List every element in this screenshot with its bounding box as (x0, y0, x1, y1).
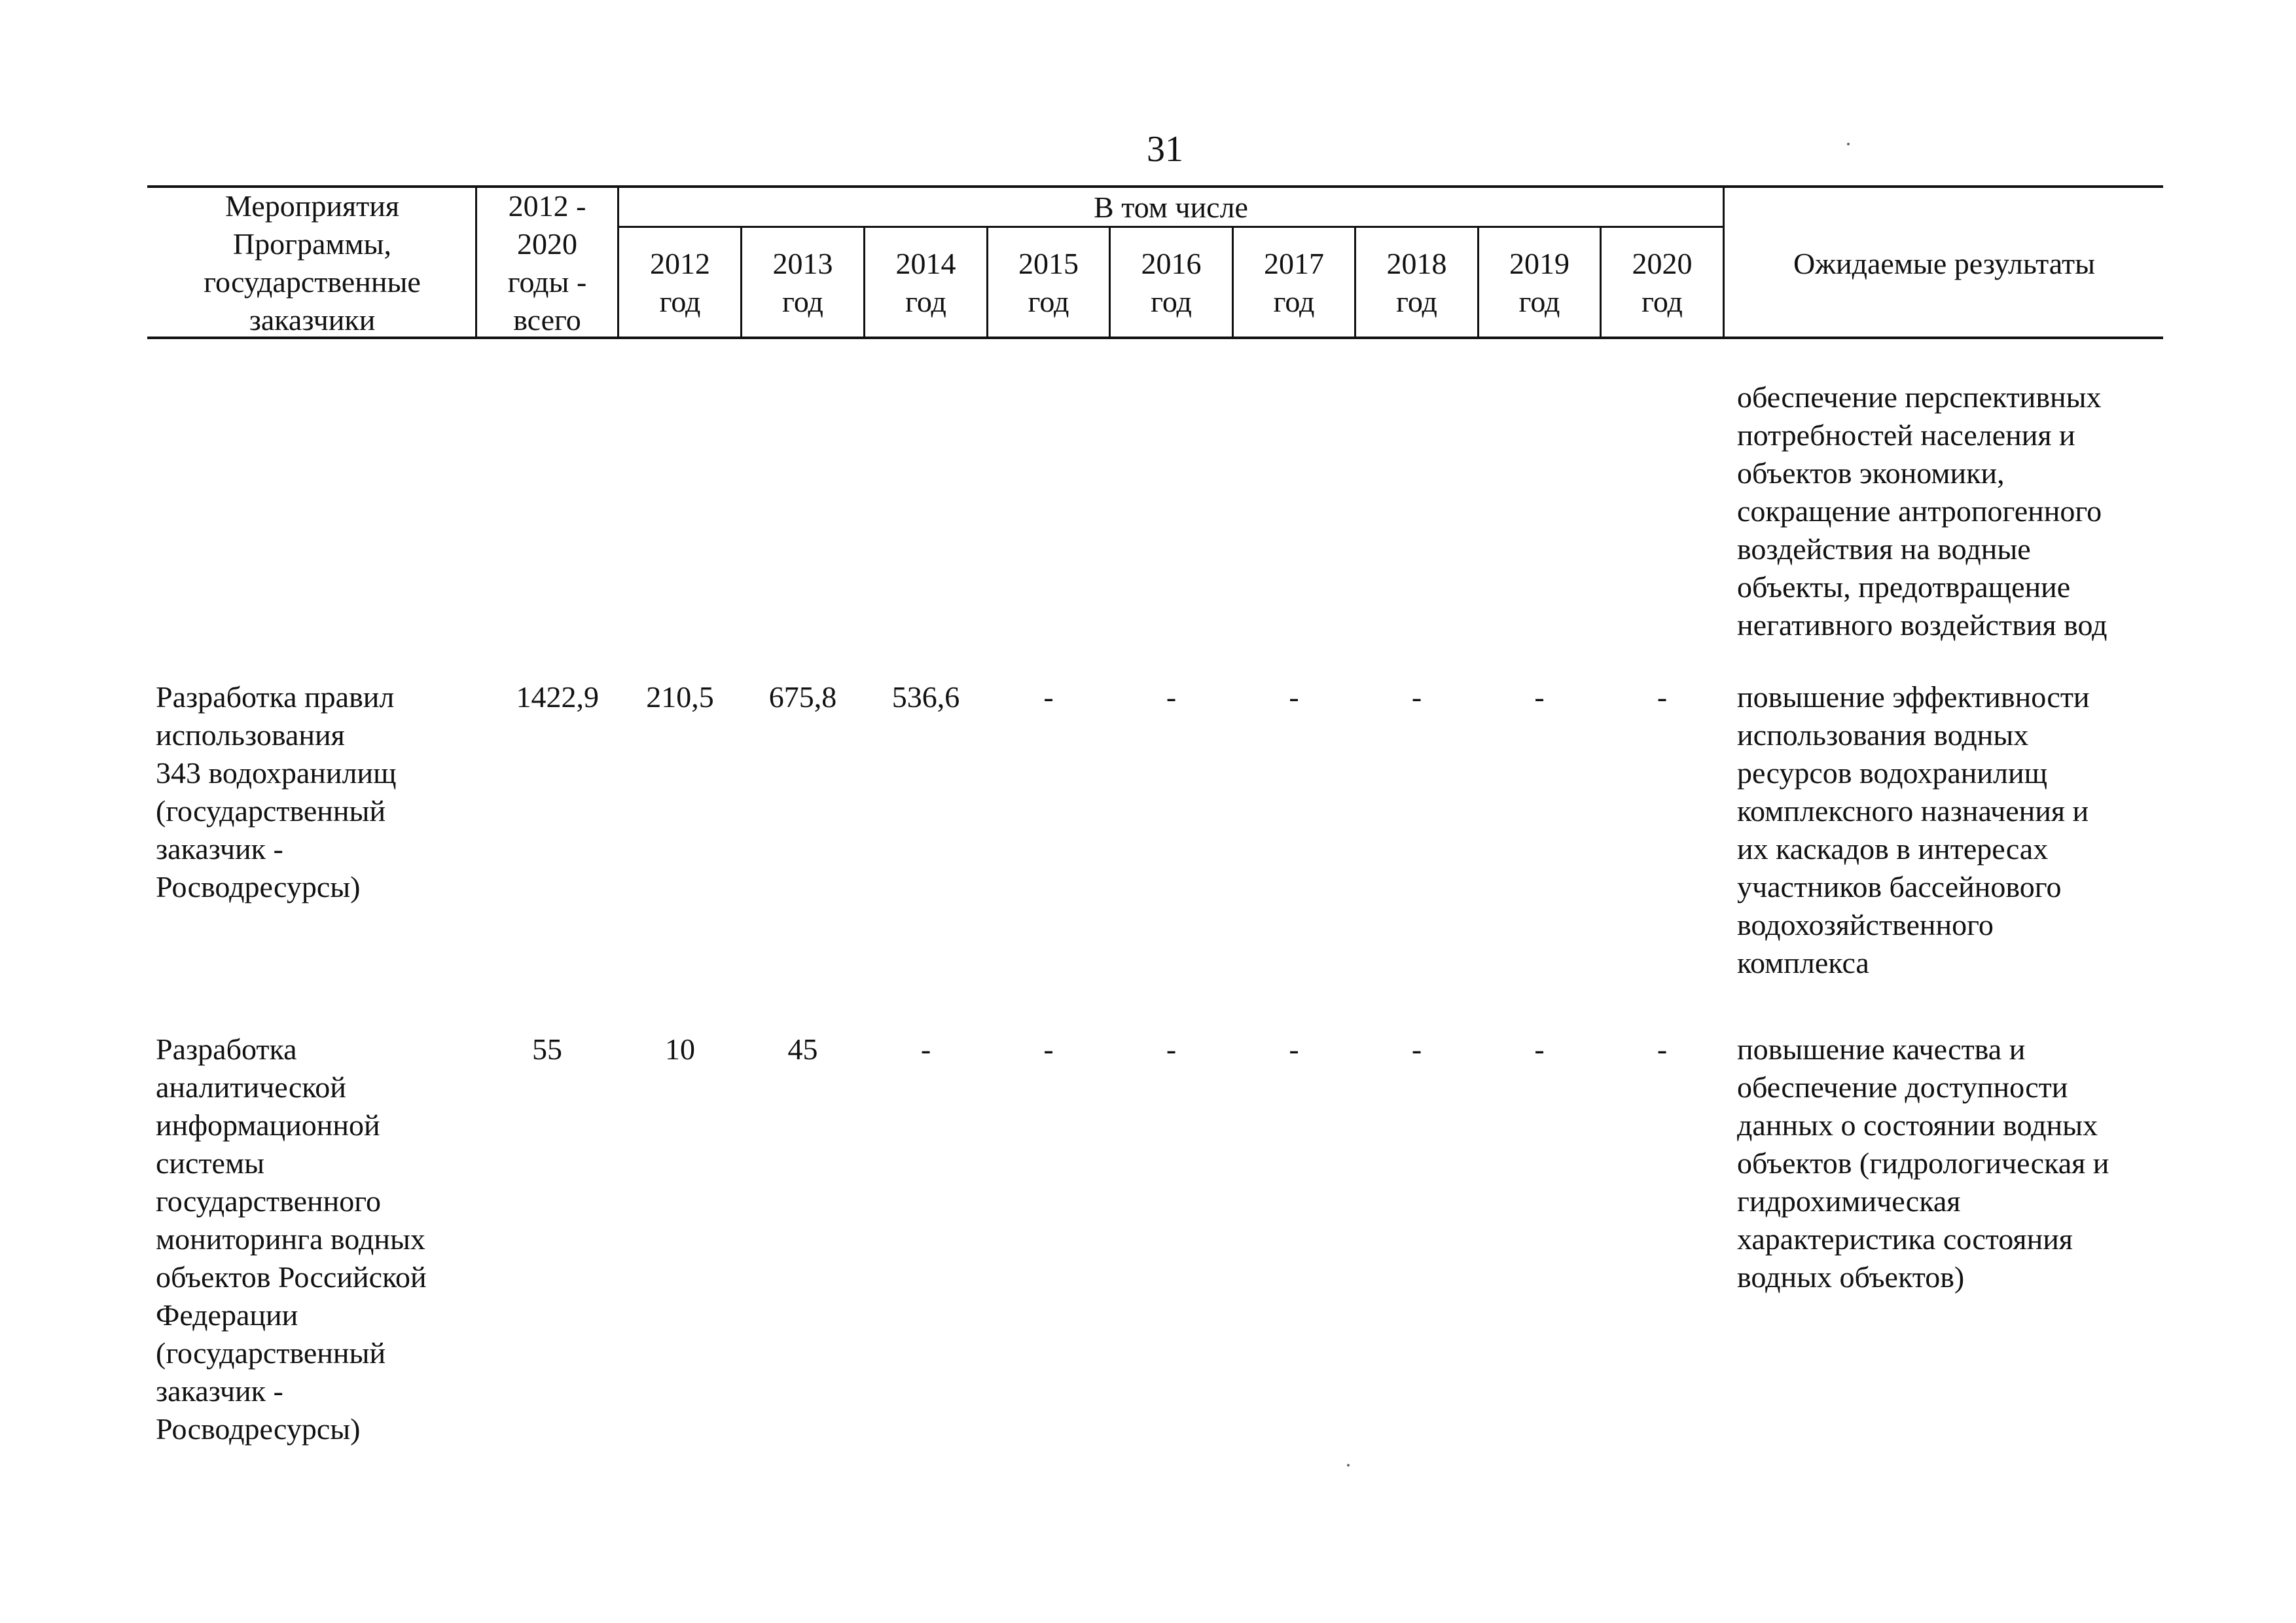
header-year-2014 (865, 245, 986, 321)
result-line: обеспечение доступности (1737, 1070, 2068, 1104)
result-line: данных о состоянии водных (1737, 1108, 2098, 1142)
header-measures-line: заказчики (249, 303, 376, 337)
header-total-line: годы - (507, 265, 587, 299)
scan-speck (1847, 143, 1850, 145)
measure-line: Росводресурсы) (156, 870, 361, 903)
result-line: участников бассейнового (1737, 870, 2062, 903)
result-line: повышение качества и (1737, 1032, 2026, 1066)
measure-line: 343 водохранилищ (156, 756, 397, 790)
header-year-number: 2015 (1018, 247, 1079, 280)
header-year-number: 2017 (1264, 247, 1324, 280)
result-line: негативного воздействия вод (1737, 608, 2108, 642)
measure-line: государственного (156, 1184, 381, 1218)
measure-line: Росводресурсы) (156, 1412, 361, 1446)
row-1-year-2016: - (1166, 680, 1177, 714)
header-year-suffix: год (1028, 285, 1069, 318)
measure-line: (государственный (156, 794, 386, 828)
row-2-year-2020: - (1657, 1032, 1668, 1066)
header-year-2012 (620, 245, 740, 321)
row-1-result (1737, 678, 2182, 982)
result-line: характеристика состояния (1737, 1222, 2073, 1256)
header-year-number: 2013 (772, 247, 833, 280)
header-year-suffix: год (1518, 285, 1560, 318)
row-1-year-2019: - (1534, 680, 1545, 714)
result-line: объектов (гидрологическая и (1737, 1146, 2109, 1180)
row-1-year-2020: - (1657, 680, 1668, 714)
row-1-year-2013: 675,8 (768, 680, 837, 714)
measure-line: объектов Российской (156, 1260, 427, 1294)
header-measures-line: государственные (204, 265, 421, 299)
result-line: их каскадов в интересах (1737, 832, 2049, 866)
row-1-year-2015: - (1043, 680, 1054, 714)
row-1-total: 1422,9 (516, 680, 599, 714)
header-year-2016 (1111, 245, 1232, 321)
measure-line: аналитической (156, 1070, 346, 1104)
header-measures-line: Мероприятия (225, 189, 399, 223)
result-line: объекты, предотвращение (1737, 570, 2071, 604)
header-year-suffix: год (782, 285, 823, 318)
result-line: воздействия на водные (1737, 532, 2031, 566)
header-year-2020 (1602, 245, 1723, 321)
measure-line: информационной (156, 1108, 380, 1142)
measure-line: использования (156, 718, 345, 752)
result-line: сокращение антропогенного (1737, 494, 2102, 528)
result-line: водных объектов) (1737, 1260, 1965, 1294)
measure-line: Федерации (156, 1298, 298, 1332)
header-year-2018 (1356, 245, 1477, 321)
result-line: водохозяйственного (1737, 908, 1994, 941)
header-year-number: 2020 (1632, 247, 1693, 280)
row-2-year-2014: - (920, 1032, 931, 1066)
measure-line: Разработка (156, 1032, 297, 1066)
result-line: комплекса (1737, 946, 1869, 979)
header-measures-line: Программы, (232, 227, 392, 261)
result-line: комплексного назначения и (1737, 794, 2089, 828)
header-year-number: 2019 (1509, 247, 1570, 280)
measure-line: системы (156, 1146, 264, 1180)
row-2-measure (156, 1030, 470, 1448)
header-year-suffix: год (905, 285, 946, 318)
header-results: Ожидаемые результаты (1793, 247, 2096, 280)
scan-speck (1347, 1464, 1350, 1467)
row-2-year-2019: - (1534, 1032, 1545, 1066)
measure-line: Разработка правил (156, 680, 395, 714)
header-year-number: 2016 (1141, 247, 1202, 280)
header-year-suffix: год (1641, 285, 1683, 318)
header-year-number: 2012 (650, 247, 710, 280)
header-total-line: 2012 - (508, 189, 586, 223)
result-line: ресурсов водохранилищ (1737, 756, 2047, 790)
col-divider-measures (475, 185, 477, 339)
header-year-suffix: год (1396, 285, 1437, 318)
measure-line: мониторинга водных (156, 1222, 425, 1256)
header-total-line: всего (513, 303, 581, 337)
row-1-year-2018: - (1411, 680, 1422, 714)
result-line: повышение эффективности (1737, 680, 2090, 714)
header-year-2019 (1479, 245, 1600, 321)
header-total-line: 2020 (517, 227, 577, 261)
row-2-year-2013: 45 (787, 1032, 818, 1066)
row-1-measure (156, 678, 470, 906)
measure-line: заказчик - (156, 1374, 283, 1408)
row-2-year-2012: 10 (665, 1032, 695, 1066)
header-year-suffix: год (1273, 285, 1315, 318)
row-1-year-2012: 210,5 (646, 680, 714, 714)
result-line: потребностей населения и (1737, 418, 2075, 452)
row-2-year-2016: - (1166, 1032, 1177, 1066)
measure-line: заказчик - (156, 832, 283, 866)
continuation-result (1737, 378, 2182, 644)
header-year-2015 (988, 245, 1109, 321)
measure-line: (государственный (156, 1336, 386, 1370)
header-year-suffix: год (659, 285, 701, 318)
result-line: использования водных (1737, 718, 2029, 752)
row-1-year-2014: 536,6 (891, 680, 960, 714)
header-including: В том числе (1094, 191, 1248, 224)
result-line: обеспечение перспективных (1737, 380, 2102, 414)
header-year-number: 2018 (1386, 247, 1447, 280)
header-year-2013 (742, 245, 863, 321)
header-total (479, 187, 615, 339)
row-2-year-2018: - (1411, 1032, 1422, 1066)
header-year-suffix: год (1151, 285, 1192, 318)
row-2-year-2015: - (1043, 1032, 1054, 1066)
page-number: 31 (1147, 129, 1183, 170)
col-divider-total (617, 185, 619, 339)
result-line: объектов экономики, (1737, 456, 2005, 490)
row-2-year-2017: - (1289, 1032, 1299, 1066)
result-line: гидрохимическая (1737, 1184, 1961, 1218)
header-year-number: 2014 (895, 247, 956, 280)
row-2-total: 55 (532, 1032, 562, 1066)
header-measures (152, 187, 473, 339)
row-2-result (1737, 1030, 2182, 1296)
header-year-2017 (1234, 245, 1354, 321)
row-1-year-2017: - (1289, 680, 1299, 714)
col-divider-results (1723, 185, 1725, 339)
